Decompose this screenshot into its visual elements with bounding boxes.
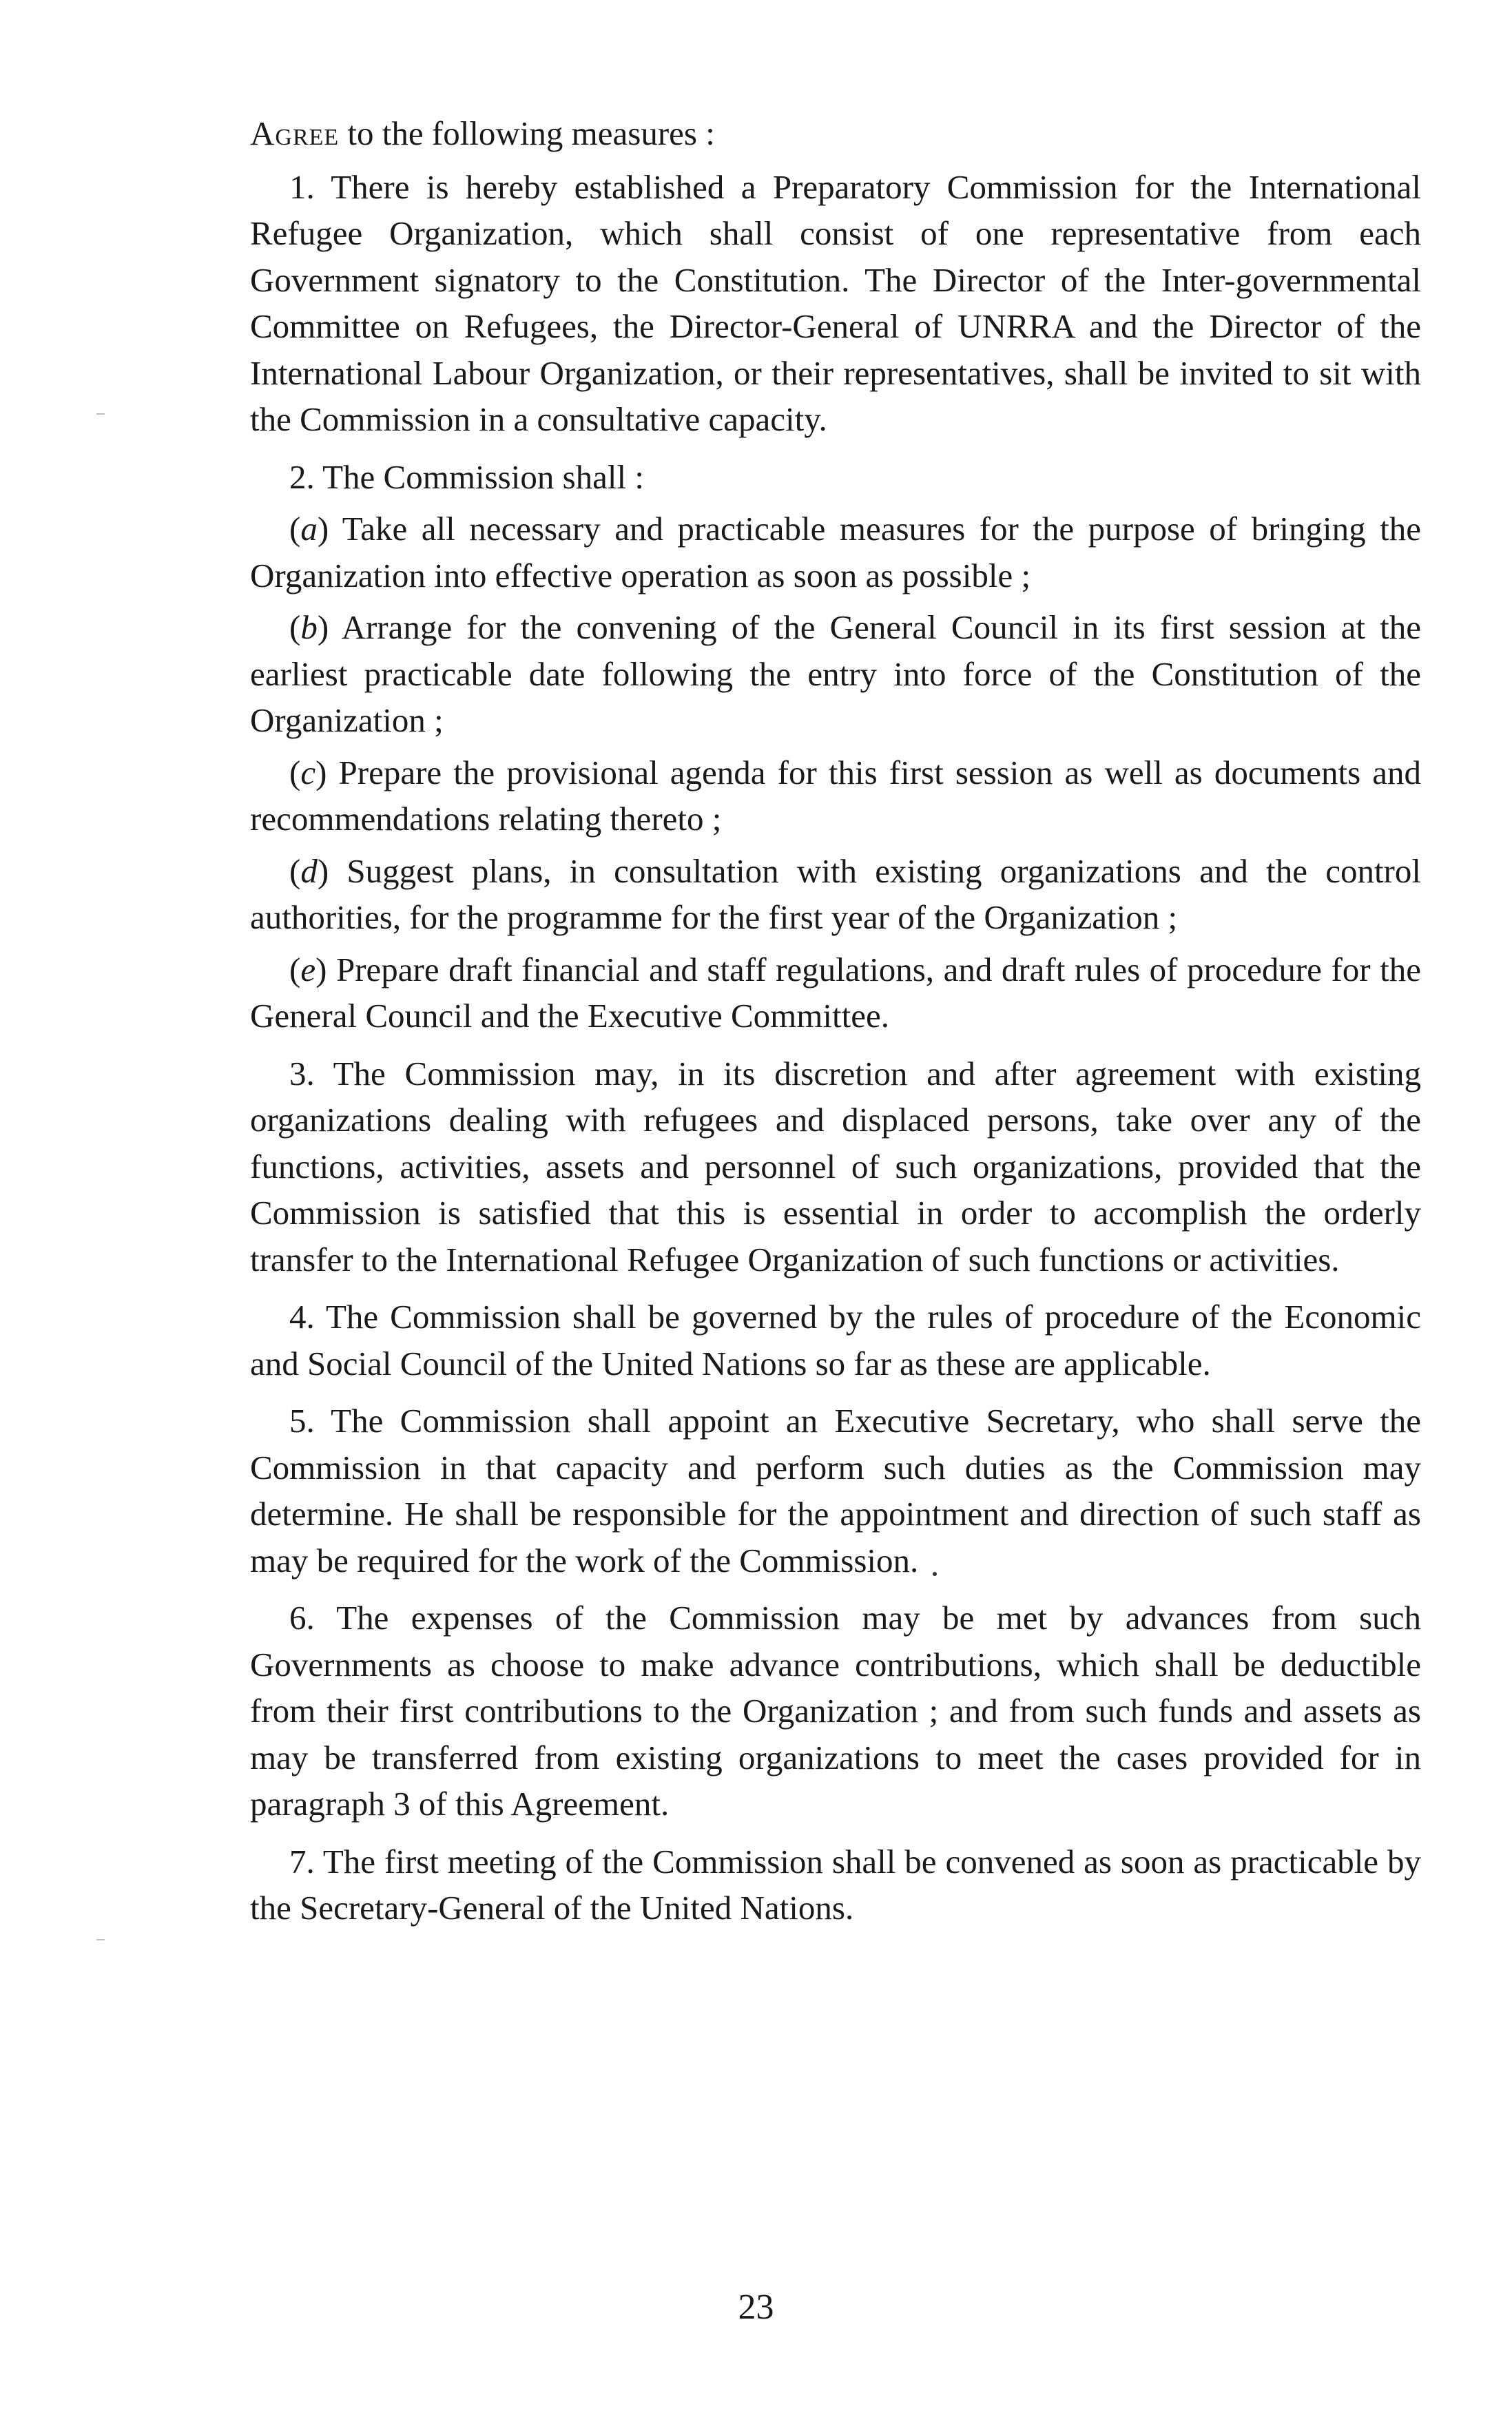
paragraph-text: The Commission shall be governed by the rules of procedure of the Economic and Social Council of the United Nations so far as these are applicable. — [250, 1298, 1421, 1382]
paragraph-text: There is hereby established a Preparatory Commission for the International Refugee Organization, which shall consist of one representative from each Government signatory to the Constitution. The Director of the Inter-governmental Committee on Refugees, the Director-General of UNRRA and the Director of the International Labour Organization, or their representatives, shall be invited to sit with the Commission in a consultative capacity. — [250, 167, 1421, 438]
paragraph-2 — [250, 454, 1421, 501]
paragraph-text: The Commission may, in its discretion and after agreement with existing organizations dealing with refugees and displaced persons, take over any of the functions, activities, assets and personnel of such organizations, provided that the Commission is satisfied that this is essential in order to accomplish the orderly transfer to the International Refugee Organization of such functions or activities. — [250, 1054, 1421, 1278]
subitem-d: (d) Suggest plans, in consultation with existing organizations and the control authorities, for the programme for the first year of the Organization ; — [250, 851, 1421, 936]
subitem-text: Prepare the provisional agenda for this first session as well as documents and recommendations relating thereto ; — [250, 753, 1421, 838]
page-number: 23 — [738, 2288, 774, 2327]
document-page — [250, 110, 1421, 1942]
paragraph-number: 5. — [289, 1402, 315, 1440]
paragraph-text: The expenses of the Commission may be met by advances from such Governments as choose to make advance contributions, which shall be deductible from their first contributions to the Organization ; and from such funds and assets as may be transferred from existing organizations to meet the cases provided for in paragraph 3 of this Agreement. — [250, 1599, 1422, 1823]
paragraph-5 — [250, 1398, 1421, 1584]
paragraph-number: 3. — [289, 1054, 315, 1092]
paragraph-1 — [250, 164, 1421, 443]
paragraph-text: The Commission shall appoint an Executive Secretary, who shall serve the Commission in that capacity and perform such duties as the Commission may determine. He shall be responsible for the appointment and direction of such staff as may be required for the work of the Commission. — [250, 1402, 1421, 1579]
paragraph-text: The first meeting of the Commission shall be convened as soon as practicable by the Secretary-General of the United Nations. — [250, 1842, 1421, 1927]
subitem-c: (c) Prepare the provisional agenda for this first session as well as documents and recommendations relating thereto ; — [250, 753, 1421, 838]
subitem-letter: d — [300, 851, 318, 890]
paragraph-7 — [250, 1838, 1421, 1931]
paragraph-number: 7. — [289, 1842, 315, 1880]
subitem-letter: c — [300, 753, 316, 791]
subitem-a: (a) Take all necessary and practicable measures for the purpose of bringing the Organization into effective operation as soon as possible ; — [250, 510, 1421, 594]
subitem-b: (b) Arrange for the convening of the General Council in its first session at the earliest practicable date following the entry into force of the Constitution of the Organization ; — [250, 608, 1421, 739]
intro-lead-word: Agree — [250, 114, 340, 152]
paragraph-4 — [250, 1294, 1421, 1387]
paragraph-number: 4. — [289, 1298, 315, 1336]
paragraph-3 — [250, 1050, 1421, 1283]
paragraph-number: 2. — [289, 457, 315, 496]
paragraph-number: 1. — [289, 167, 315, 206]
intro-line — [250, 110, 1421, 157]
subitem-letter: e — [300, 950, 316, 988]
paragraph-text: The Commission shall : — [322, 457, 644, 496]
margin-mark-lower — [96, 1939, 105, 1940]
subitem-letter: a — [300, 510, 318, 548]
subitem-text: Take all necessary and practicable measures for the purpose of bringing the Organization into effective operation as soon as possible ; — [250, 510, 1421, 594]
subitem-text: Suggest plans, in consultation with existing organizations and the control authorities, for the programme for the first year of the Organization ; — [250, 851, 1421, 936]
subitem-text: Arrange for the convening of the General Council in its first session at the earliest practicable date following the entry into force of the Constitution of the Organization ; — [250, 608, 1421, 739]
subitem-letter: b — [300, 608, 318, 646]
subitem-text: Prepare draft financial and staff regulations, and draft rules of procedure for the General Council and the Executive Committee. — [250, 950, 1421, 1035]
subitem-e: (e) Prepare draft financial and staff regulations, and draft rules of procedure for the General Council and the Executive Committee. — [250, 950, 1421, 1035]
margin-mark-upper — [96, 413, 105, 415]
paragraph-number: 6. — [289, 1599, 315, 1637]
intro-text: to the following measures : — [339, 114, 715, 152]
paragraph-6 — [250, 1595, 1421, 1827]
